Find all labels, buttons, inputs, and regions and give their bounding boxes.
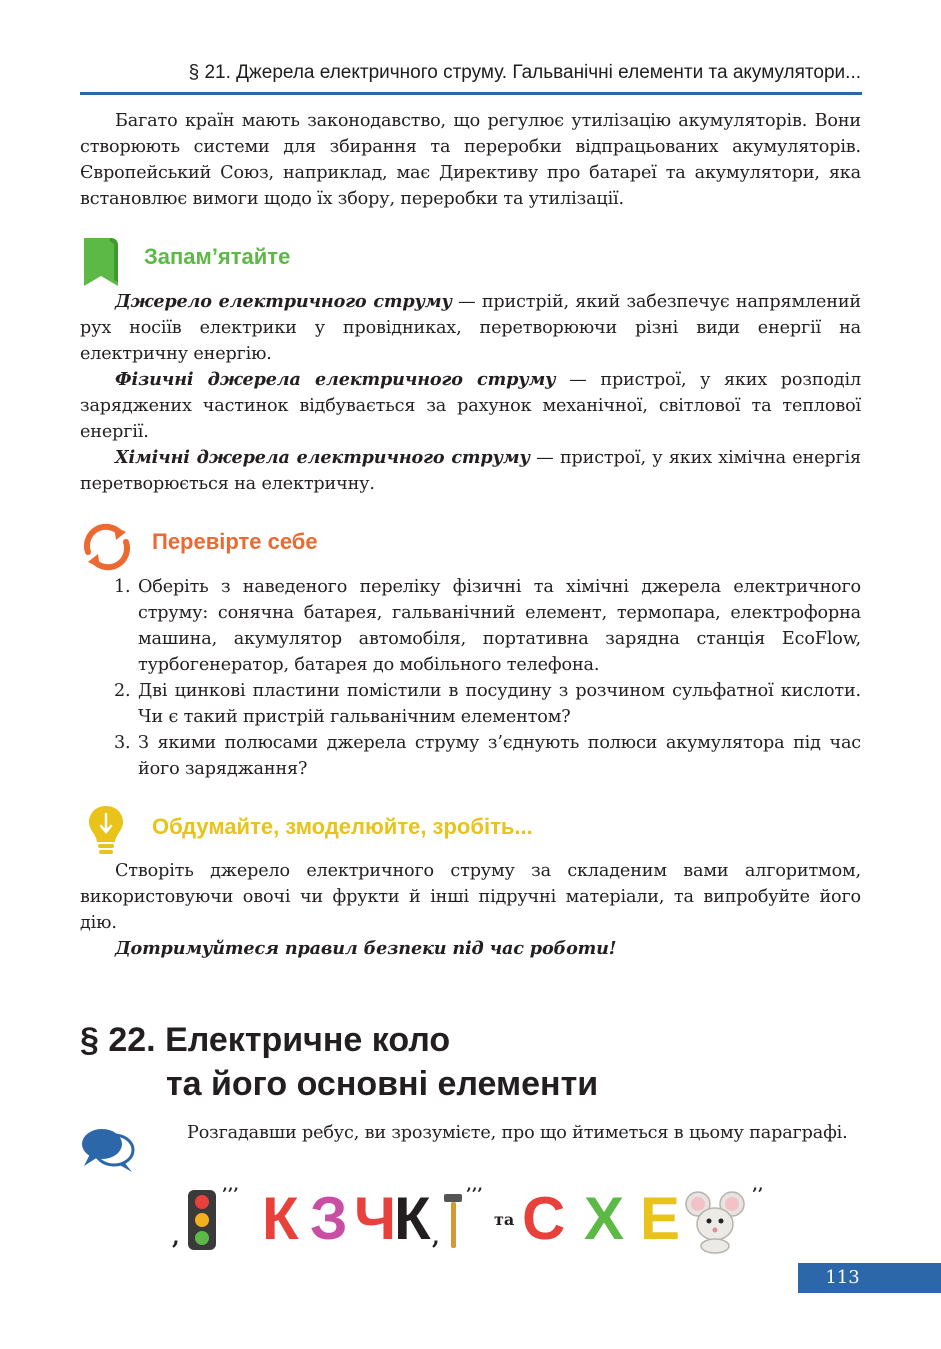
refresh-arrows-icon (80, 522, 134, 576)
intro-paragraph: Багато країн мають законодавство, що регулює утилізацію акумуляторів. Вони створюють системи для збирання та переробки відпрацьованих акумуляторів. Європейський Союз, наприклад, має Директиву про батареї та акумулятори, яка встановлює вимоги щодо їх збору, переробки та утилізації. (80, 111, 861, 209)
rebus-quotes: ’’ (752, 1184, 764, 1203)
rebus-letter: З (310, 1185, 348, 1252)
definition-text: — пристрій, який забезпечує напрямлений рух носіїв електрики у провідниках, перетворюючи різні види енергії на електричну енергію. (80, 292, 861, 364)
definition-1 (80, 289, 861, 367)
question-number: 1. (114, 577, 131, 597)
traffic-light-icon (184, 1188, 220, 1258)
lightbulb-icon (86, 804, 126, 862)
rebus-puzzle (170, 1180, 770, 1260)
rebus-letter: Х (584, 1185, 625, 1252)
safety-note (80, 936, 861, 962)
rebus-quotes: ’’’ (466, 1184, 483, 1203)
definition-3 (80, 445, 861, 497)
page-number-text: 113 (825, 1267, 860, 1288)
rebus-letter: К (394, 1185, 431, 1252)
definition-text: — пристрої, у яких хімічна енергія перетворюється на електричну. (80, 448, 861, 494)
question-number: 2. (114, 681, 131, 701)
header-divider (80, 92, 862, 95)
safety-text: Дотримуйтеся правил безпеки під час роботи! (115, 938, 617, 959)
section-title-line2: та його основні елементи (166, 1065, 599, 1103)
question-text: З якими полюсами джерела струму з’єднують полюси акумулятора під час його заряджання? (138, 733, 861, 779)
think-title: Обдумайте, змоделюйте, зробіть... (152, 814, 533, 839)
hammer-icon (442, 1192, 464, 1254)
questions-list (80, 574, 861, 782)
rebus-letter: С (522, 1185, 566, 1252)
section-title (80, 1018, 780, 1106)
mouse-icon (682, 1190, 748, 1258)
question-text: Дві цинкові пластини помістили в посудину з розчином сульфатної кислоти. Чи є такий пристрій гальванічним елементом? (138, 681, 861, 727)
think-paragraph: Створіть джерело електричного струму за складеним вами алгоритмом, використовуючи овочі чи фрукти й інші підручні матеріали, та випробуйте його дію. (80, 861, 861, 933)
question-number: 3. (114, 733, 131, 753)
rebus-letter: К (262, 1185, 299, 1252)
bookmark-icon (80, 236, 122, 292)
page-number (798, 1263, 941, 1293)
rebus-letter: Е (640, 1185, 681, 1252)
definition-term: Хімічні джерела електричного струму (115, 447, 530, 468)
rebus-comma: , (432, 1224, 440, 1250)
rebus-connector: та (494, 1210, 515, 1229)
rebus-quotes: ’’’ (222, 1184, 239, 1203)
rebus-comma: , (172, 1224, 180, 1250)
check-title: Перевірте себе (152, 529, 318, 554)
question-text: Оберіть з наведеного переліку фізичні та хімічні джерела електричного струму: сонячна батарея, гальванічний елемент, термопара, електрофорна машина, акумулятор автомобіля, портативна зарядна станція EcoFlow, турбогенератор, батарея до мобільного телефона. (138, 577, 861, 675)
section-intro: Розгадавши ребус, ви зрозумієте, про що йтиметься в цьому параграфі. (187, 1123, 848, 1143)
definition-2 (80, 367, 861, 445)
list-item (80, 678, 861, 730)
section-title-line1: § 22. Електричне коло (80, 1021, 451, 1059)
rebus-letter: Ч (354, 1185, 397, 1252)
definition-term: Фізичні джерела електричного струму (115, 369, 556, 390)
definition-term: Джерело електричного струму (115, 291, 452, 312)
definition-text: — пристрої, у яких розподіл заряджених частинок відбувається за рахунок механічної, світлової та теплової енергії. (80, 370, 861, 442)
running-header: § 21. Джерела електричного струму. Гальванічні елементи та акумулятори... (188, 62, 861, 83)
list-item (80, 574, 861, 678)
list-item (80, 730, 861, 782)
remember-title: Запам’ятайте (144, 244, 291, 269)
